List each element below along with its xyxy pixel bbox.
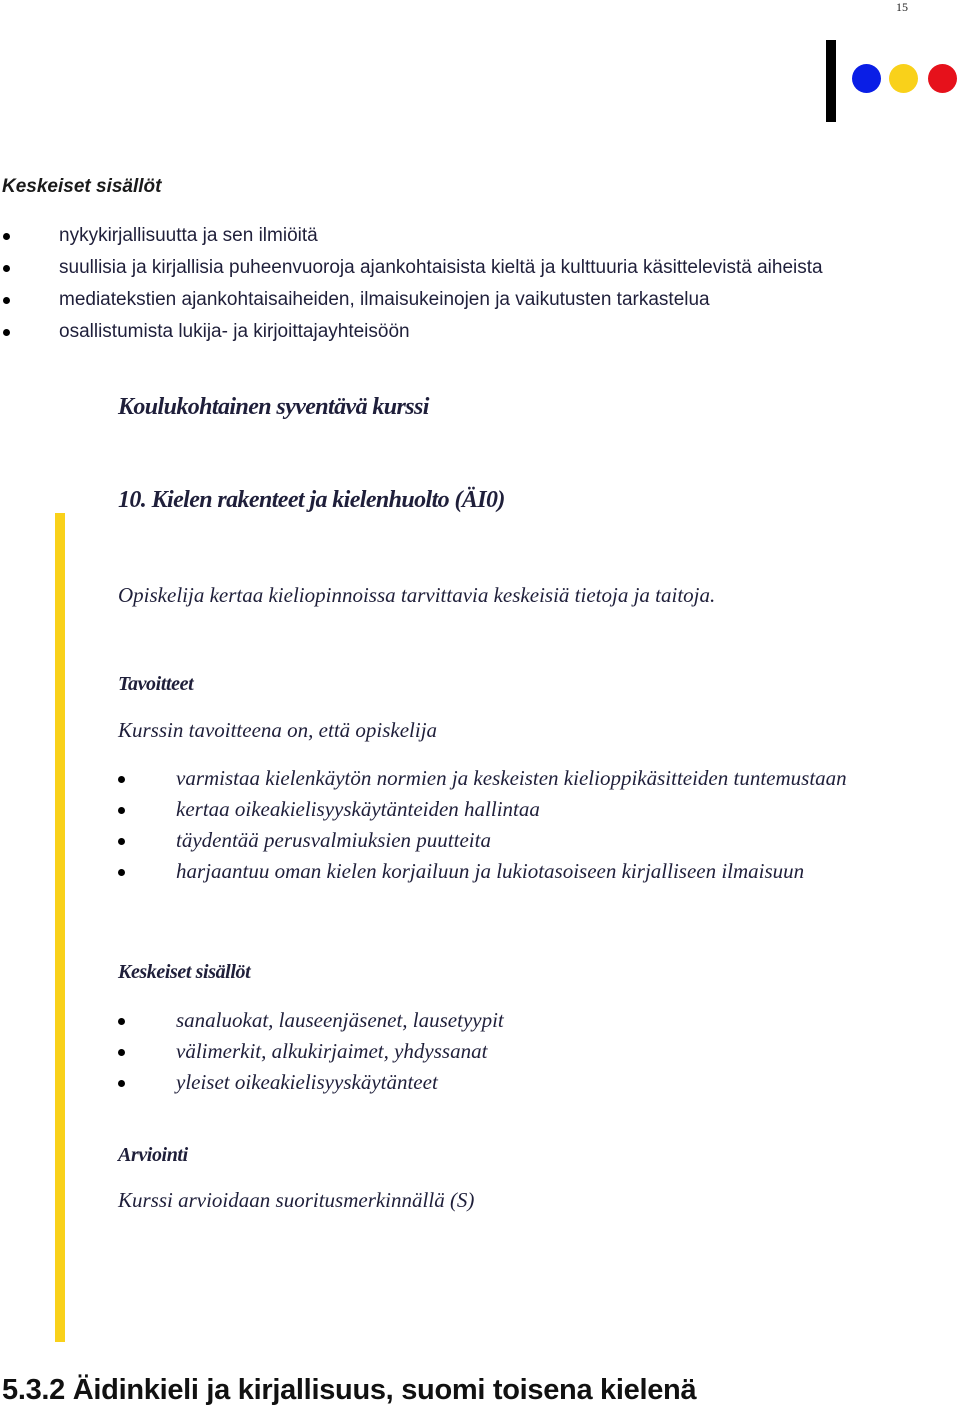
goals-intro: Kurssin tavoitteena on, että opiskelija <box>118 718 438 742</box>
bullet-icon <box>118 807 125 814</box>
bullet-icon <box>3 297 10 304</box>
list-item: välimerkit, alkukirjaimet, yhdyssanat <box>118 1037 818 1066</box>
bullet-icon <box>118 838 125 845</box>
bullet-icon <box>118 1080 125 1087</box>
bullet-icon <box>118 1049 125 1056</box>
bullet-icon <box>3 233 10 240</box>
logo-dot-red <box>928 64 957 93</box>
page-number: 15 <box>896 0 908 14</box>
first-section-list <box>0 222 823 350</box>
bullet-icon <box>3 329 10 336</box>
list-item: täydentää perusvalmiuksien puutteita <box>118 826 888 855</box>
contents-list <box>118 1006 818 1099</box>
logo-dot-yellow <box>889 64 918 93</box>
list-item: yleiset oikeakielisyyskäytänteet <box>118 1068 818 1097</box>
course-description: Opiskelija kertaa kieliopinnoissa tarvittavia keskeisiä tietoja ja taitoja. <box>118 583 716 607</box>
list-item: kertaa oikeakielisyyskäytänteiden hallintaa <box>118 795 888 824</box>
list-item: suullisia ja kirjallisia puheenvuoroja ajankohtaisista kieltä ja kulttuuria käsittelevistä aiheista <box>0 254 823 286</box>
bullet-icon <box>118 776 125 783</box>
assessment-text: Kurssi arvioidaan suoritusmerkinnällä (S) <box>118 1188 475 1212</box>
goals-list <box>118 764 888 888</box>
bullet-icon <box>118 1018 125 1025</box>
contents-heading: Keskeiset sisällöt <box>118 961 251 983</box>
list-item: nykykirjallisuutta ja sen ilmiöitä <box>0 222 823 254</box>
first-section-heading: Keskeiset sisällöt <box>2 176 162 197</box>
assessment-heading: Arviointi <box>118 1144 188 1166</box>
logo-bar <box>826 40 836 122</box>
list-item: harjaantuu oman kielen korjailuun ja lukiotasoiseen kirjalliseen ilmaisuun <box>118 857 888 886</box>
goals-heading: Tavoitteet <box>118 673 194 695</box>
course-title: 10. Kielen rakenteet ja kielenhuolto (ÄI0) <box>118 487 505 513</box>
list-item: mediatekstien ajankohtaisaiheiden, ilmaisukeinojen ja vaikutusten tarkastelua <box>0 286 823 318</box>
list-item: osallistumista lukija- ja kirjoittajayhteisöön <box>0 318 823 350</box>
list-item: varmistaa kielenkäytön normien ja keskeisten kielioppikäsitteiden tuntemustaan <box>118 764 888 793</box>
list-item: sanaluokat, lauseenjäsenet, lausetyypit <box>118 1006 818 1035</box>
bullet-icon <box>118 869 125 876</box>
course-type: Koulukohtainen syventävä kurssi <box>118 394 429 420</box>
accent-bar <box>55 513 65 1342</box>
bullet-icon <box>3 265 10 272</box>
logo-dot-blue <box>852 64 881 93</box>
section-heading: 5.3.2 Äidinkieli ja kirjallisuus, suomi toisena kielenä <box>2 1374 697 1406</box>
